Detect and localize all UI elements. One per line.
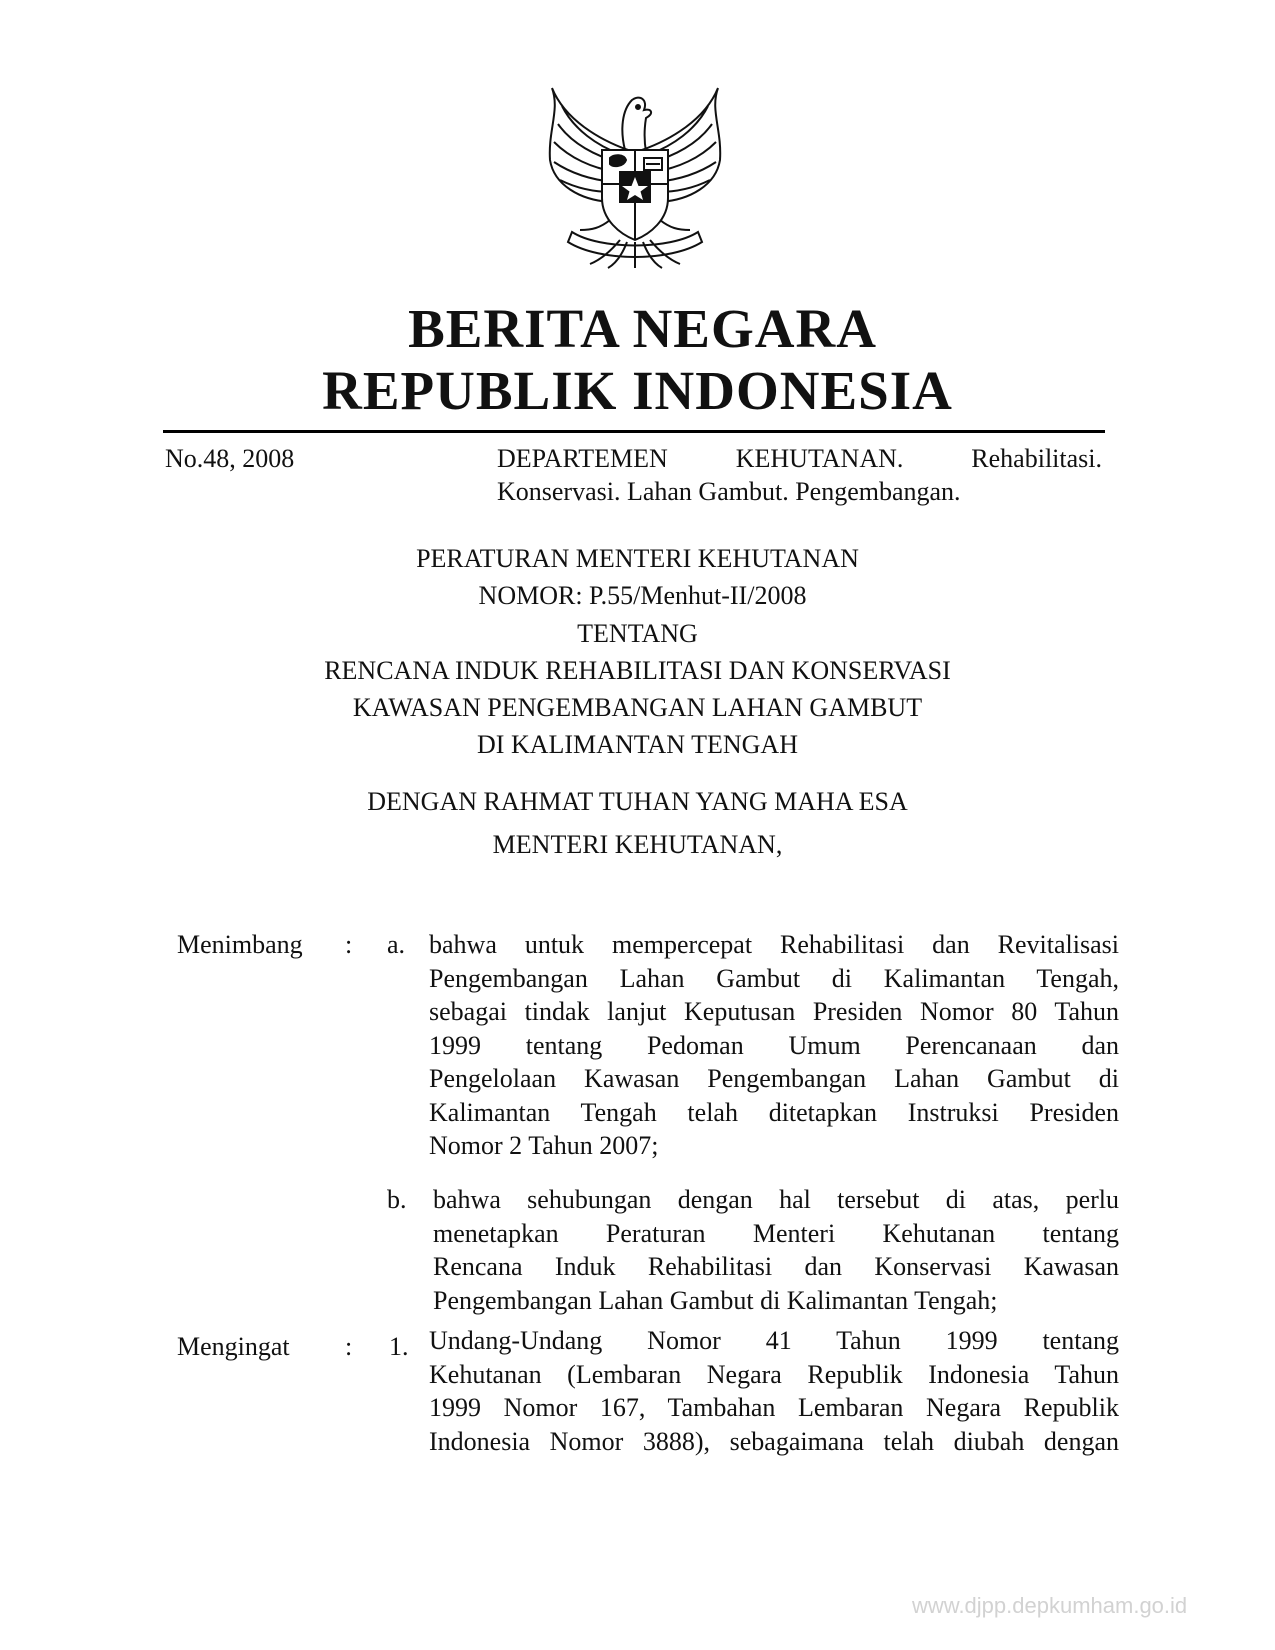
gazette-title-line1: BERITA NEGARA [408,298,877,359]
text-line: bahwa sehubungan dengan hal tersebut di atas, perlu [433,1185,1119,1214]
text-line: Undang-Undang Nomor 41 Tahun 1999 tentang [429,1326,1119,1355]
subject-word: DEPARTEMEN [497,444,668,473]
text-line: sebagai tindak lanjut Keputusan Presiden Nomor 80 Tahun [429,997,1119,1026]
text-line: Pengelolaan Kawasan Pengembangan Lahan Gambut di [429,1064,1119,1093]
text-line: Nomor 2 Tahun 2007; [429,1131,659,1160]
regulation-number: NOMOR: P.55/Menhut-II/2008 [478,581,807,610]
preamble-line: MENTERI KEHUTANAN, [492,830,783,859]
section-colon: : [345,1332,353,1361]
regulation-subject-line: DI KALIMANTAN TENGAH [477,730,798,759]
gazette-subject-line2: Konservasi. Lahan Gambut. Pengembangan. [497,477,961,506]
gazette-subject-line1 [497,442,1102,475]
gazette-title-line2: REPUBLIK INDONESIA [322,360,953,421]
text-line: Kalimantan Tengah telah ditetapkan Instruksi Presiden [429,1097,1119,1127]
text-line: Pengembangan Lahan Gambut di Kalimantan Tengah; [433,1285,998,1315]
item-marker: b. [387,1185,407,1214]
section-colon: : [345,930,353,959]
text-line: menetapkan Peraturan Menteri Kehutanan tentang [433,1218,1119,1248]
text-line: Pengembangan Lahan Gambut di Kalimantan Tengah, [429,963,1119,993]
regulation-subject-line: KAWASAN PENGEMBANGAN LAHAN GAMBUT [352,693,923,722]
text-line: 1999 Nomor 167, Tambahan Lembaran Negara Republik [429,1393,1119,1422]
regulation-subject-line: RENCANA INDUK REHABILITASI DAN KONSERVASI [324,656,951,685]
section-label-mengingat: Mengingat [177,1332,290,1361]
text-line: bahwa untuk mempercepat Rehabilitasi dan Revitalisasi [429,930,1119,959]
item-marker: a. [387,930,406,959]
consideration-b [433,1183,1119,1317]
section-label-menimbang: Menimbang [177,930,303,959]
text-line: Indonesia Nomor 3888), sebagaimana telah diubah dengan [429,1426,1119,1456]
text-line: Rencana Induk Rehabilitasi dan Konservasi Kawasan [433,1252,1119,1281]
garuda-pancasila-emblem [540,80,730,272]
gazette-number: No.48, 2008 [165,444,295,473]
watermark-url: www.djpp.depkumham.go.id [912,1593,1188,1618]
text-line: 1999 tentang Pedoman Umum Perencanaan dan [429,1030,1119,1060]
consideration-a [429,928,1119,1163]
regulation-heading: PERATURAN MENTERI KEHUTANAN [416,544,859,573]
text-line: Kehutanan (Lembaran Negara Republik Indonesia Tahun [429,1359,1119,1389]
legal-basis-1 [429,1324,1119,1458]
preamble-line: DENGAN RAHMAT TUHAN YANG MAHA ESA [367,787,908,816]
header-divider [163,430,1105,433]
regulation-about: TENTANG [577,619,698,648]
item-marker: 1. [389,1332,409,1361]
subject-word: KEHUTANAN. [735,444,904,473]
subject-word: Rehabilitasi. [971,444,1102,473]
